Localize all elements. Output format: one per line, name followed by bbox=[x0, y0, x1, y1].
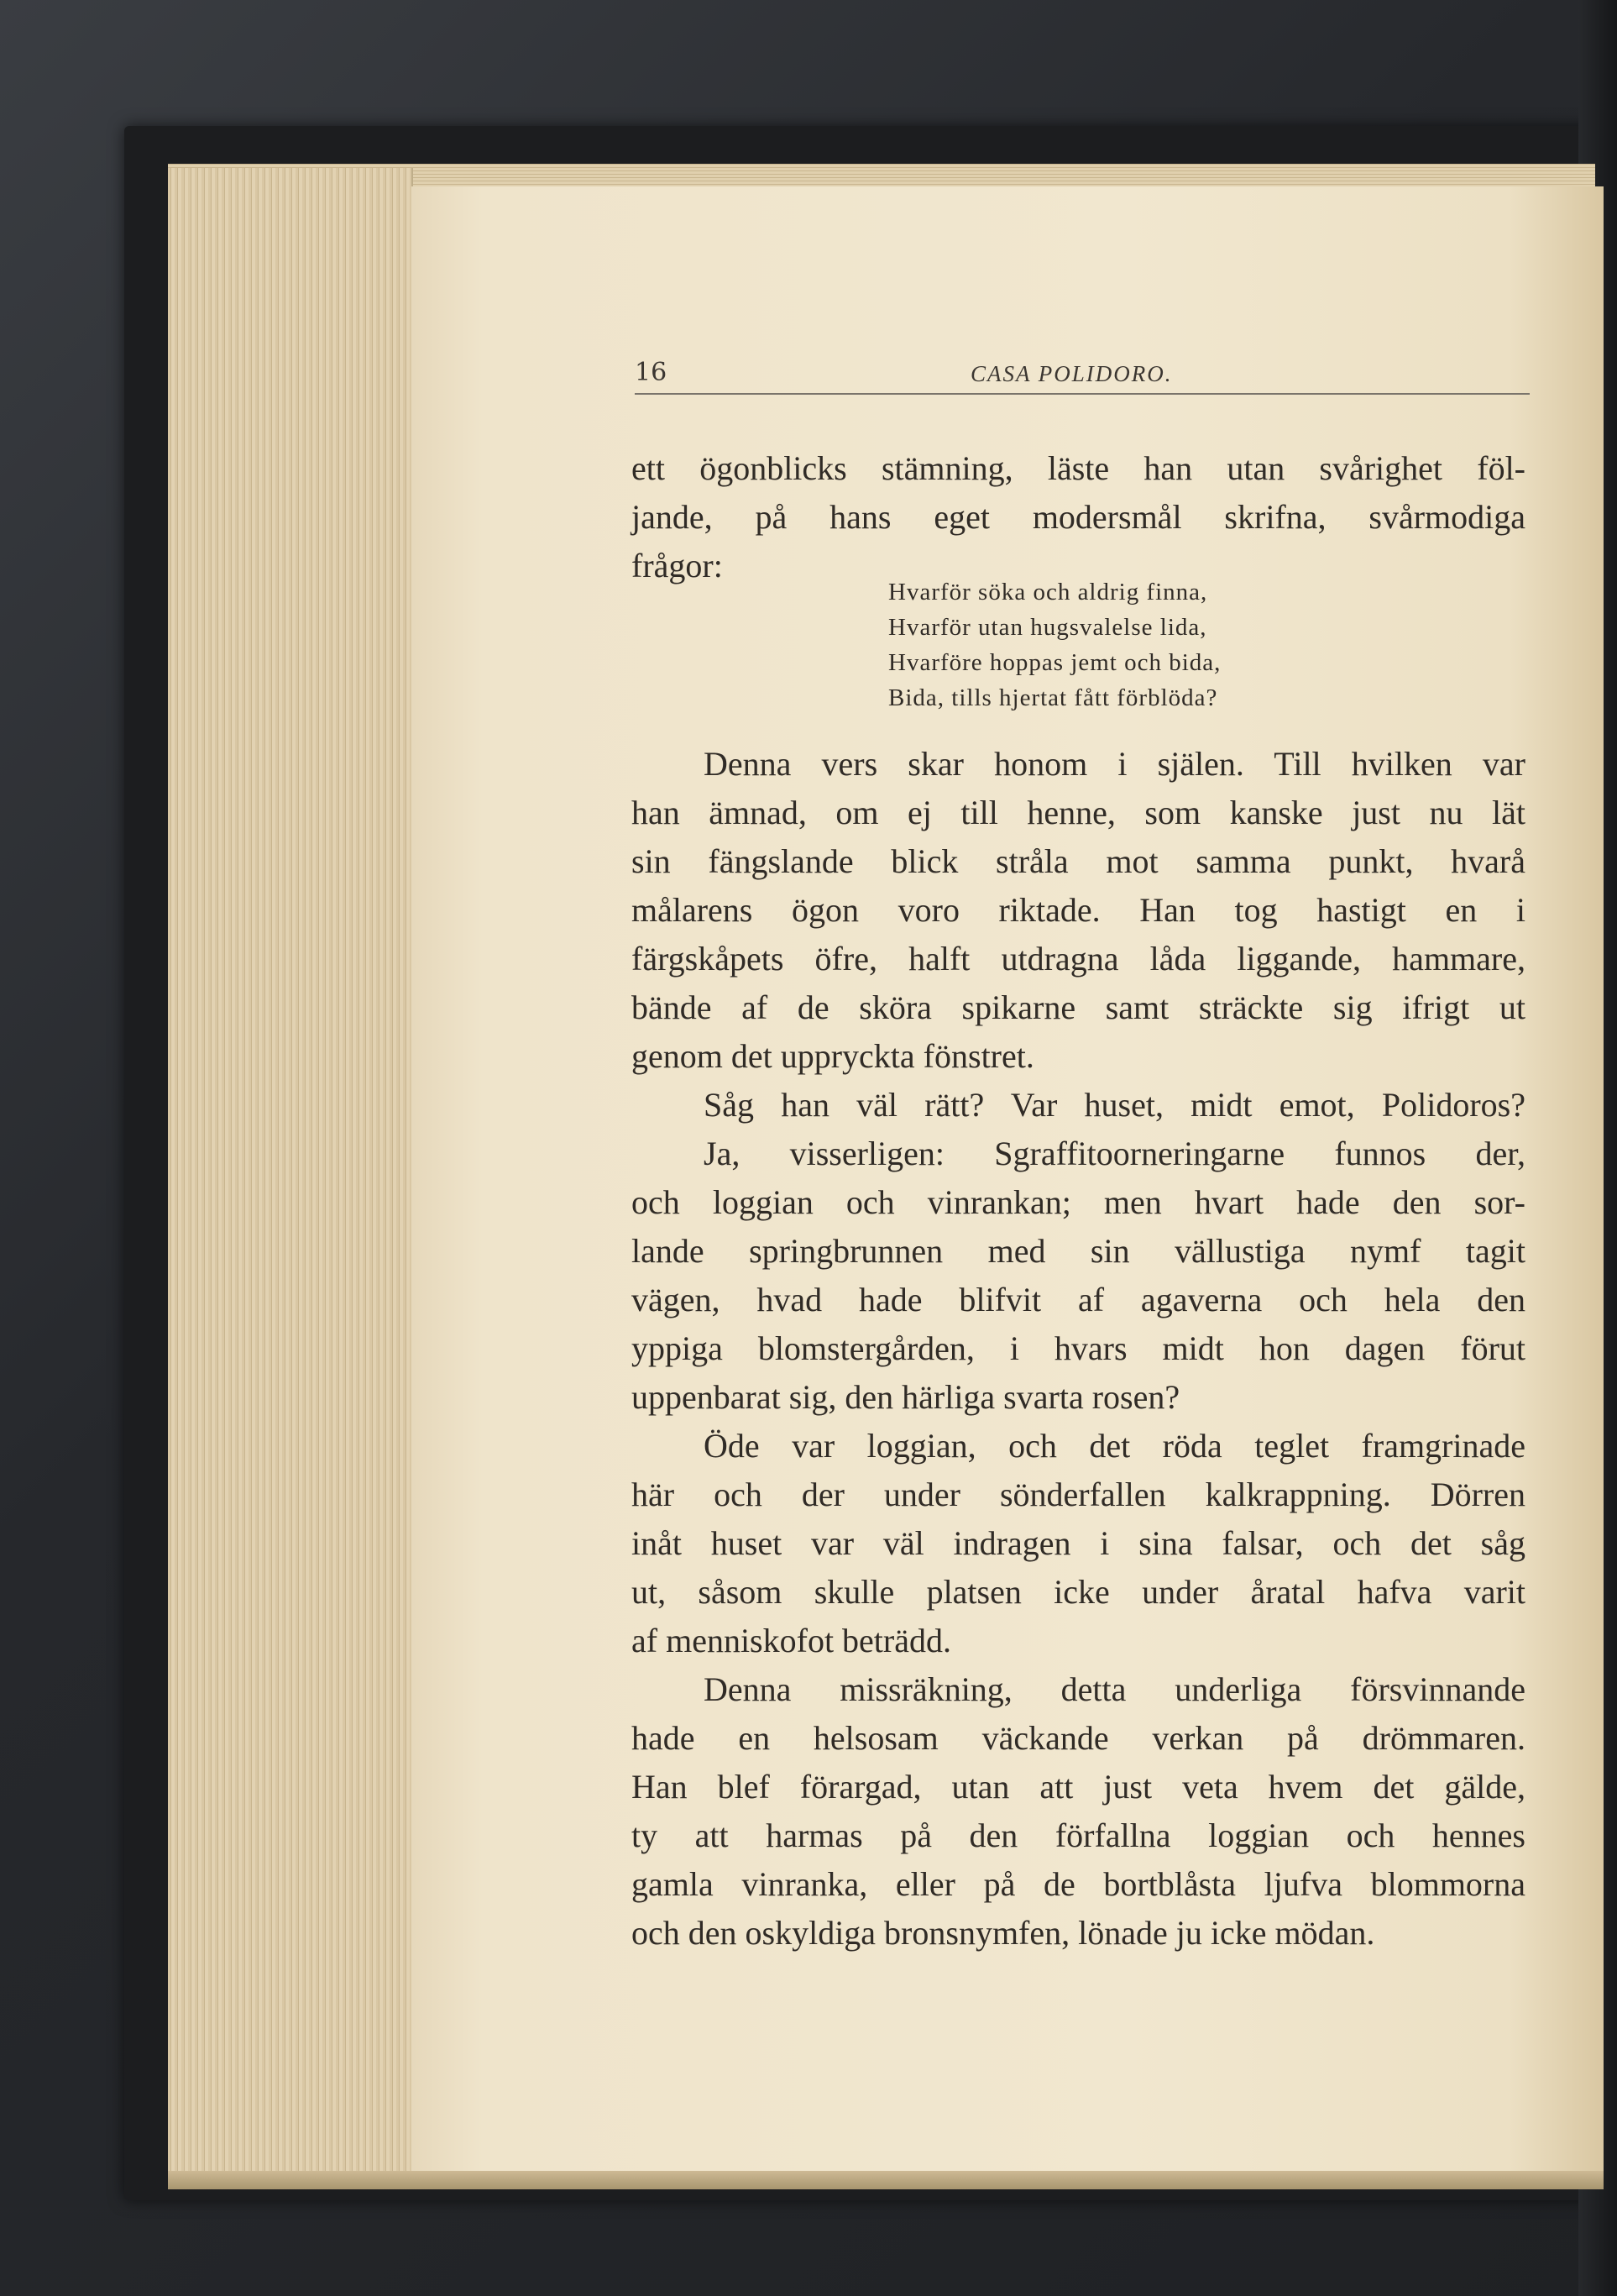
page-number: 16 bbox=[635, 358, 667, 387]
text-line: lande springbrunnen med sin vällustiga nymf tagit bbox=[631, 1232, 1525, 1270]
text-line: inåt huset var väl indragen i sina falsar, och det såg bbox=[631, 1524, 1525, 1562]
text-line: vägen, hvad hade blifvit af agaverna och hela den bbox=[631, 1281, 1525, 1318]
running-head bbox=[635, 351, 1530, 395]
text-line: ett ögonblicks stämning, läste han utan svårighet föl- bbox=[631, 449, 1525, 487]
verse-line: Hvarföre hoppas jemt och bida, bbox=[888, 649, 1222, 676]
text-line: frågor: bbox=[631, 547, 723, 584]
page-bottom-edge bbox=[168, 2171, 1604, 2189]
text-line: hade en helsosam väckande verkan på drömmaren. bbox=[631, 1719, 1525, 1757]
verse-line: Hvarför söka och aldrig finna, bbox=[888, 579, 1208, 605]
text-line: han ämnad, om ej till henne, som kanske just nu lät bbox=[631, 794, 1525, 831]
text-line: här och der under sönderfallen kalkrappning. Dörren bbox=[631, 1476, 1525, 1513]
text-line: sin fängslande blick stråla mot samma punkt, hvarå bbox=[631, 842, 1525, 880]
text-line: Han blef förargad, utan att just veta hvem det gälde, bbox=[631, 1768, 1525, 1806]
text-line: bände af de sköra spikarne samt sträckte sig ifrigt ut bbox=[631, 988, 1525, 1026]
verse-line: Bida, tills hjertat fått förblöda? bbox=[888, 684, 1218, 711]
text-line: Denna vers skar honom i själen. Till hvilken var bbox=[704, 745, 1525, 783]
text-line: färgskåpets öfre, halft utdragna låda liggande, hammare, bbox=[631, 940, 1525, 978]
text-line: gamla vinranka, eller på de bortblåsta ljufva blommorna bbox=[631, 1865, 1525, 1903]
text-line: och loggian och vinrankan; men hvart hade den sor- bbox=[631, 1183, 1525, 1221]
text-line: Denna missräkning, detta underliga försvinnande bbox=[704, 1670, 1525, 1708]
text-line: genom det uppryckta fönstret. bbox=[631, 1037, 1034, 1075]
text-line: ut, såsom skulle platsen icke under åratal hafva varit bbox=[631, 1573, 1525, 1611]
text-line: Såg han väl rätt? Var huset, midt emot, Polidoros? bbox=[704, 1086, 1525, 1124]
text-line: yppiga blomstergården, i hvars midt hon dagen förut bbox=[631, 1329, 1525, 1367]
text-line: jande, på hans eget modersmål skrifna, svårmodiga bbox=[631, 498, 1525, 536]
verse-line: Hvarför utan hugsvalelse lida, bbox=[888, 614, 1207, 641]
text-line: och den oskyldiga bronsnymfen, lönade ju icke mödan. bbox=[631, 1914, 1375, 1952]
text-line: målarens ögon voro riktade. Han tog hastigt en i bbox=[631, 891, 1525, 929]
text-line: af menniskofot beträdd. bbox=[631, 1622, 951, 1659]
text-line: Öde var loggian, och det röda teglet framgrinade bbox=[704, 1427, 1525, 1465]
text-line: ty att harmas på den förfallna loggian och hennes bbox=[631, 1816, 1525, 1854]
page-edges-left bbox=[168, 168, 413, 2171]
running-title: CASA POLIDORO. bbox=[971, 361, 1173, 386]
text-line: uppenbarat sig, den härliga svarta rosen? bbox=[631, 1378, 1180, 1416]
text-line: Ja, visserligen: Sgraffitoorneringarne funnos der, bbox=[704, 1135, 1525, 1172]
